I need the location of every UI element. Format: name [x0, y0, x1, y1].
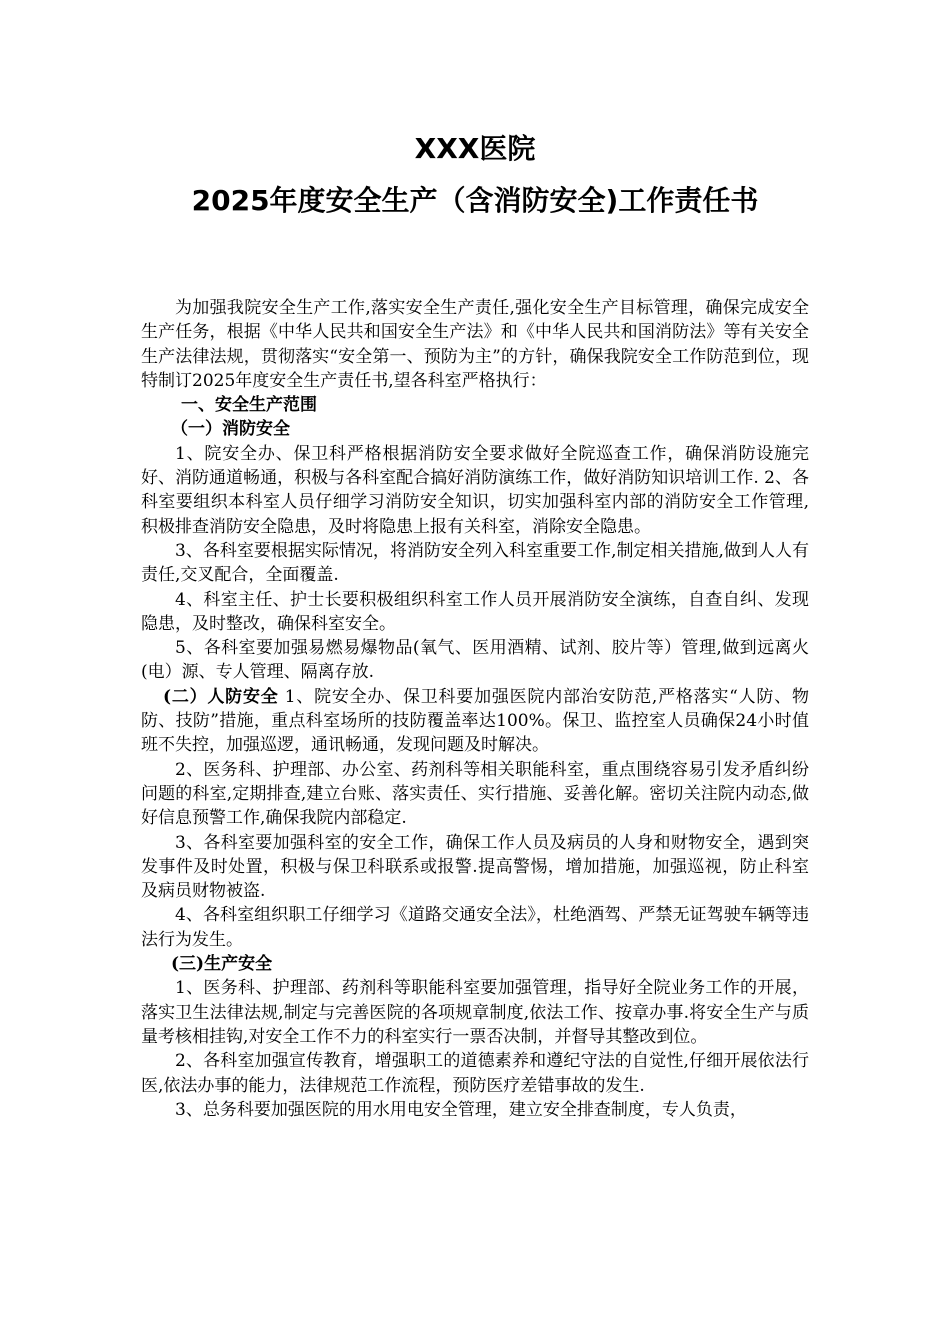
intro-paragraph: 为加强我院安全生产工作,落实安全生产责任,强化安全生产目标管理，确保完成安全生产任务，根据《中华人民共和国安全生产法》和《中华人民共和国消防法》等有关安全生产法律法规，贯彻落实“安全第一、预防为主”的方针，确保我院安全工作防范到位，现特制订2025年度安全生产责任书,望各科室严格执行：	[141, 298, 809, 391]
civil-defense-item-1	[141, 685, 809, 758]
document-title-responsibility: 2025年度安全生产（含消防安全)工作责任书	[191, 184, 759, 217]
production-safety-item-1: 1、医务科、护理部、药剂科等职能科室要加强管理，指导好全院业务工作的开展，落实卫生法律法规,制定与完善医院的各项规章制度,依法工作、按章办事.将安全生产与质量考核相挂钩,对安全工作不力的科室实行一票否决制，并督导其整改到位。	[141, 978, 809, 1047]
section-heading-scope: 一、安全生产范围	[181, 395, 317, 416]
document-title-hospital: XXX医院	[414, 132, 536, 165]
production-safety-item-3: 3、总务科要加强医院的用水用电安全管理，建立安全排查制度，专人负责，	[175, 1099, 747, 1120]
document-body	[141, 296, 809, 1122]
fire-safety-item-4: 4、科室主任、护士长要积极组织科室工作人员开展消防安全演练，自查自纠、发现隐患，及时整改，确保科室安全。	[141, 589, 809, 634]
civil-defense-item-1-text: 1、院安全办、保卫科要加强医院内部治安防范,严格落实“人防、物防、技防”措施，重点科室场所的技防覆盖率达100%。保卫、监控室人员确保24小时值班不失控，加强巡逻，通讯畅通，发现问题及时解决。	[141, 686, 809, 756]
subsection-heading-production-safety: (三)生产安全	[171, 954, 273, 975]
subsection-heading-fire-safety: （一）消防安全	[171, 419, 290, 440]
fire-safety-item-1-2: 1、院安全办、保卫科严格根据消防安全要求做好全院巡查工作，确保消防设施完好、消防通道畅通，积极与各科室配合搞好消防演练工作，做好消防知识培训工作. 2、各科室要组织本科室人员仔细学习消防安全知识，切实加强科室内部的消防安全工作管理,积极排查消防安全隐患，及时将隐患上报有关科室，消除安全隐患。	[141, 443, 809, 537]
civil-defense-item-4: 4、各科室组织职工仔细学习《道路交通安全法》，杜绝酒驾、严禁无证驾驶车辆等违法行为发生。	[141, 905, 809, 950]
civil-defense-item-3: 3、各科室要加强科室的安全工作，确保工作人员及病员的人身和财物安全，遇到突发事件及时处置，积极与保卫科联系或报警.提高警惕，增加措施，加强巡视，防止科室及病员财物被盗.	[141, 832, 809, 902]
subsection-heading-civil-defense: (二）人防安全	[163, 686, 279, 707]
civil-defense-item-2: 2、医务科、护理部、办公室、药剂科等相关职能科室，重点围绕容易引发矛盾纠纷问题的科室,定期排查,建立台账、落实责任、实行措施、妥善化解。密切关注院内动态,做好信息预警工作,确保我院内部稳定.	[141, 759, 809, 829]
fire-safety-item-3: 3、各科室要根据实际情况，将消防安全列入科室重要工作,制定相关措施,做到人人有责任,交叉配合，全面覆盖.	[141, 540, 809, 586]
fire-safety-item-5: 5、各科室要加强易燃易爆物品(氧气、医用酒精、试剂、胶片等）管理,做到远离火(电）源、专人管理、隔离存放.	[141, 638, 809, 683]
production-safety-item-2: 2、各科室加强宣传教育，增强职工的道德素养和遵纪守法的自觉性,仔细开展依法行医,依法办事的能力，法律规范工作流程，预防医疗差错事故的发生.	[141, 1051, 809, 1096]
